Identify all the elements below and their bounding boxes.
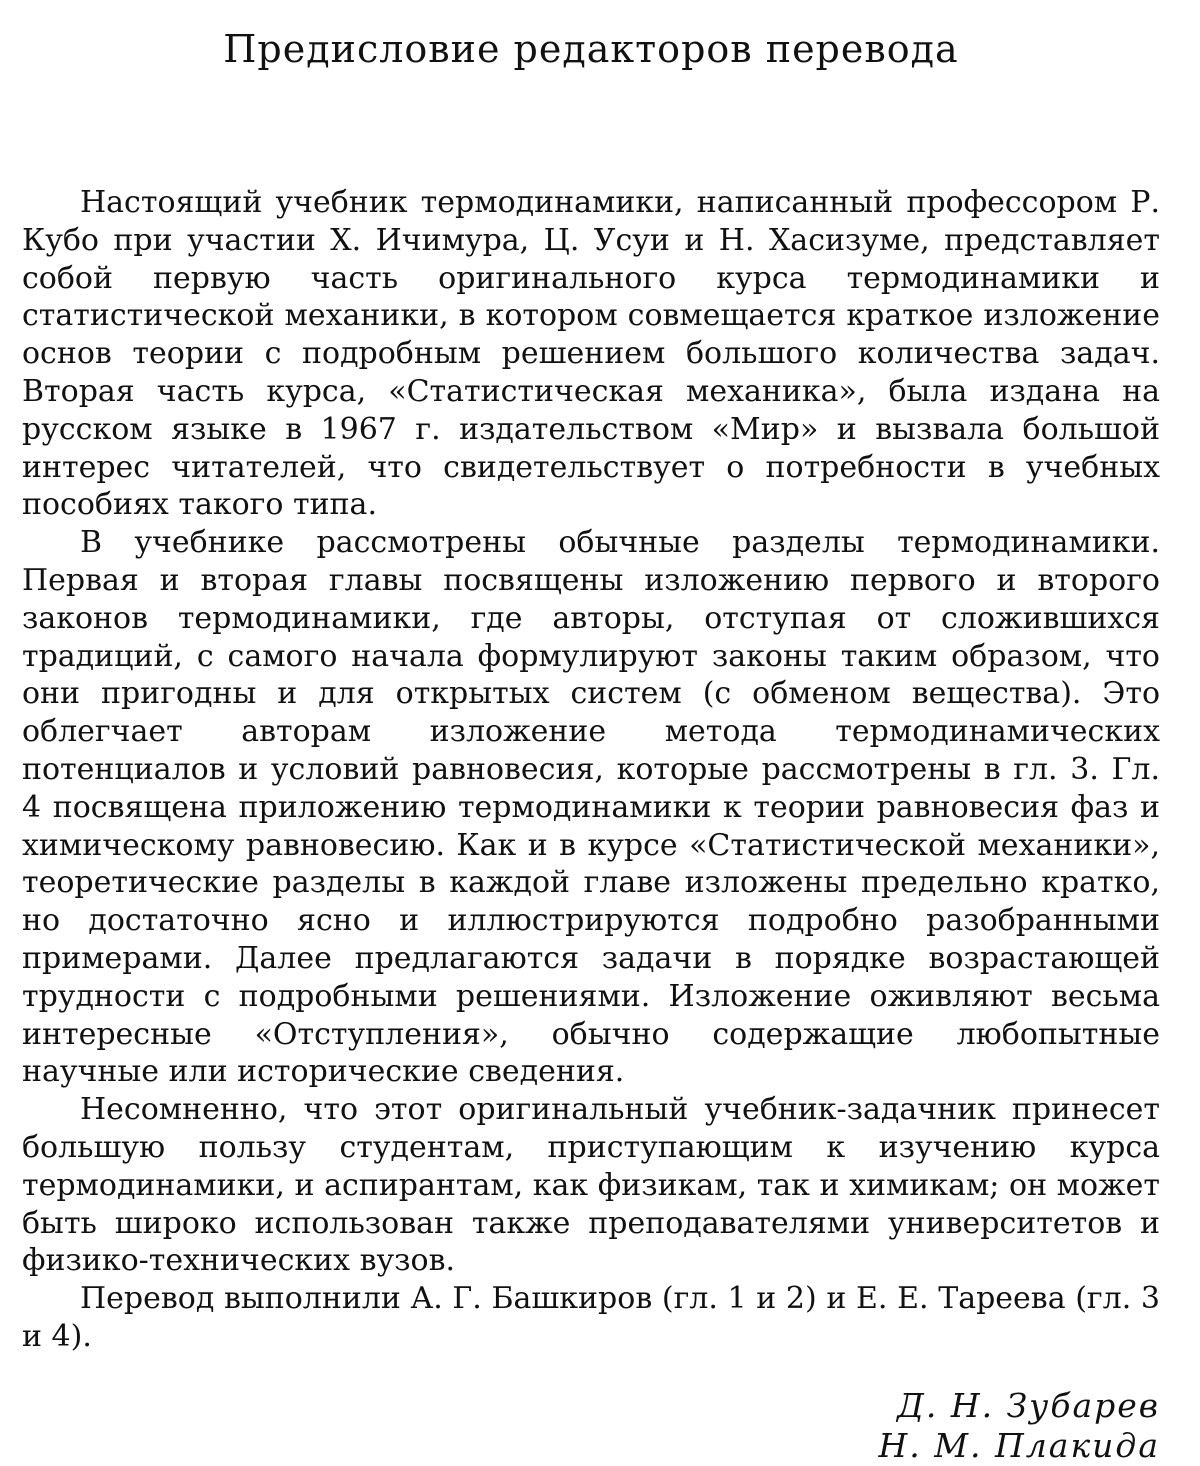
page-title: Предисловие редакторов перевода (223, 27, 959, 71)
signature-zubarev: Д. Н. Зубарев (897, 1385, 1160, 1425)
editor-signatures (22, 1386, 1160, 1466)
signature-plakida: Н. М. Плакида (878, 1425, 1160, 1465)
document-page (22, 22, 1160, 1466)
paragraph-contents: В учебнике рассмотрены обычные разделы термодинамики. Первая и вторая главы посвящены изложению первого и второго законов термодинамики, где авторы, отступая от сложившихся традиций, с самого начала формулируют законы таким образом, что они пригодны и для открытых систем (с обменом вещества). Это облегчает авторам изложение метода термодинамических потенциалов и условий равновесия, которые рассмотрены в гл. 3. Гл. 4 посвящена приложению термодинамики к теории равновесия фаз и химическому равновесию. Как и в курсе «Статистической механики», теоретические разделы в каждой главе изложены предельно кратко, но достаточно ясно и иллюстрируются подробно разобранными примерами. Далее предлагаются задачи в порядке возрастающей трудности с подробными решениями. Изложение оживляют весьма интересные «Отступления», обычно содержащие любопытные научные или исторические сведения. (22, 525, 1160, 1090)
paragraph-translators: Перевод выполнили А. Г. Башкиров (гл. 1 и 2) и Е. Е. Тареева (гл. 3 и 4). (22, 1281, 1160, 1354)
paragraph-intro: Настоящий учебник термодинамики, написанный профессором Р. Кубо при участии Х. Ичимура, Ц. Усуи и Н. Хасизуме, представляет собой первую часть оригинального курса термодинамики и статистической механики, в котором совмещается краткое изложение основ теории с подробным решением большого количества задач. Вторая часть курса, «Статистическая механика», была издана на русском языке в 1967 г. издательством «Мир» и вызвала большой интерес читателей, что свидетельствует о потребности в учебных пособиях такого типа. (22, 185, 1160, 523)
paragraph-usefulness: Несомненно, что этот оригинальный учебник-задачник принесет большую пользу студентам, приступающим к изучению курса термодинамики, и аспирантам, как физикам, так и химикам; он может быть широко использован также преподавателями университетов и физико-технических вузов. (22, 1092, 1160, 1279)
